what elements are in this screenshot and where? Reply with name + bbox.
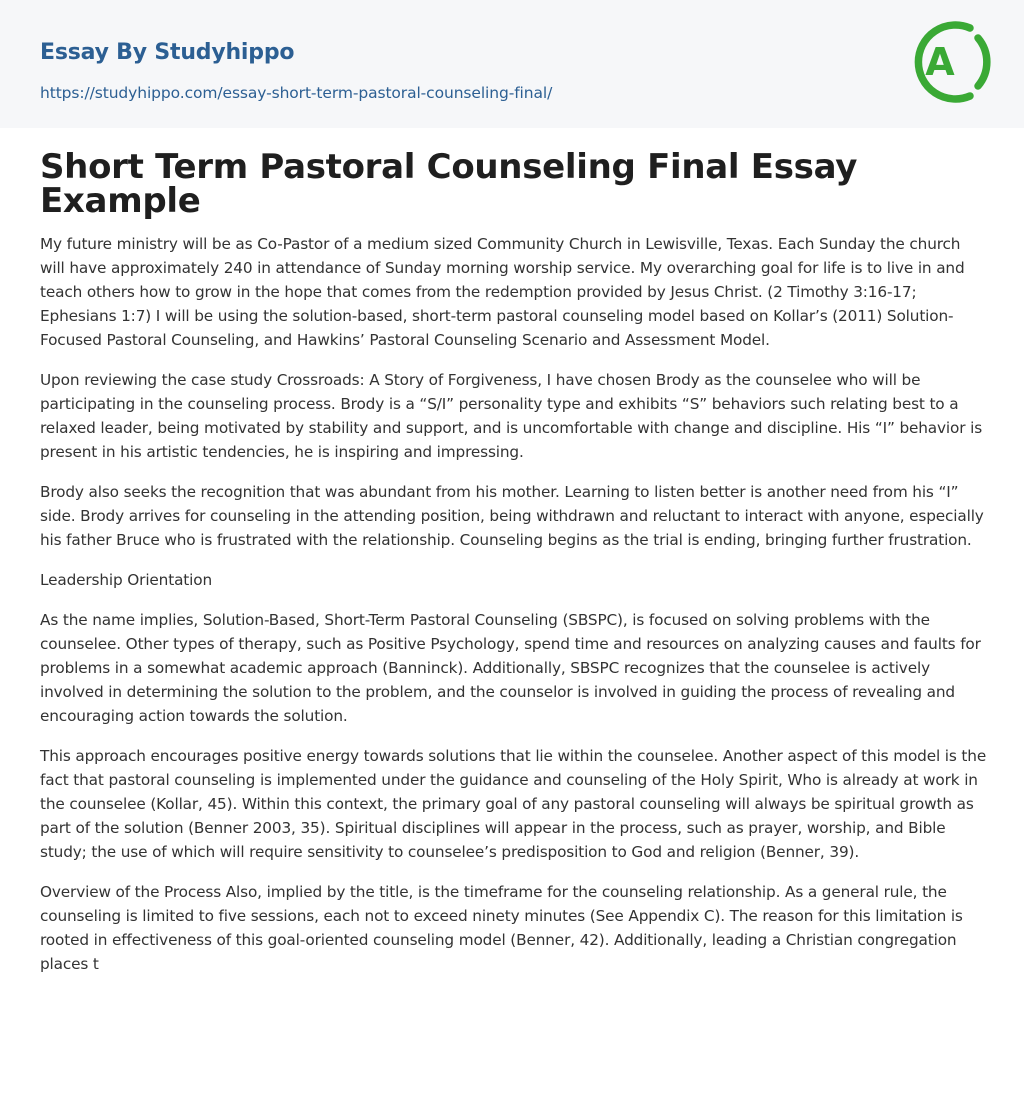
paragraph-4: As the name implies, Solution-Based, Short-Term Pastoral Counseling (SBSPC), is focused on solving problems with the counselee. Other types of therapy, such as Positive Psychology, spend time and resources on analyzing causes and faults for problems in a somewhat academic approach (Banninck). Additionally, SBSPC recognizes that the counselee is actively involved in determining the solution to the problem, and the counselor is involved in guiding the process of revealing and encouraging action towards the solution. xyxy=(40,611,981,725)
studyhippo-logo-icon[interactable] xyxy=(908,18,992,106)
site-header xyxy=(0,0,1024,128)
paragraph-2: Upon reviewing the case study Crossroads: A Story of Forgiveness, I have chosen Brody as the counselee who will be participating in the counseling process. Brody is a “S/I” personality type and exhibits “S” behaviors such relating best to a relaxed leader, being motivated by stability and support, and is uncomfortable with change and discipline. His “I” behavior is present in his artistic tendencies, he is inspiring and impressing. xyxy=(40,371,983,461)
paragraph-1: My future ministry will be as Co-Pastor of a medium sized Community Church in Lewisville, Texas. Each Sunday the church will have approximately 240 in attendance of Sunday morning worship service. My overarching goal for life is to live in and teach others how to grow in the hope that comes from the redemption provided by Jesus Christ. (2 Timothy 3:16-17; Ephesians 1:7) I will be using the solution-based, short-term pastoral counseling model based on Kollar’s (2011) Solution-Focused Pastoral Counseling, and Hawkins’ Pastoral Counseling Scenario and Assessment Model. xyxy=(40,235,965,349)
essay-url-link[interactable]: https://studyhippo.com/essay-short-term-pastoral-counseling-final/ xyxy=(40,84,553,102)
paragraph-5: This approach encourages positive energy towards solutions that lie within the counselee. Another aspect of this model is the fact that pastoral counseling is implemented under the guidance and counseling of the Holy Spirit, Who is already at work in the counselee (Kollar, 45). Within this context, the primary goal of any pastoral counseling will always be spiritual growth as part of the solution (Benner 2003, 35). Spiritual disciplines will appear in the process, such as prayer, worship, and Bible study; the use of which will require sensitivity to counselee’s predisposition to God and religion (Benner, 39). xyxy=(40,747,987,861)
paragraph-6: Overview of the Process Also, implied by the title, is the timeframe for the counseling relationship. As a general rule, the counseling is limited to five sessions, each not to exceed ninety minutes (See Appendix C). The reason for this limitation is rooted in effectiveness of this goal-oriented counseling model (Benner, 42). Additionally, leading a Christian congregation places t xyxy=(40,883,963,973)
paragraph-3: Brody also seeks the recognition that was abundant from his mother. Learning to listen better is another need from his “I” side. Brody arrives for counseling in the attending position, being withdrawn and reluctant to interact with anyone, especially his father Bruce who is frustrated with the relationship. Counseling begins as the trial is ending, bringing further frustration. xyxy=(40,483,984,549)
article xyxy=(40,147,988,992)
page-title: Short Term Pastoral Counseling Final Essay Example xyxy=(40,147,858,221)
brand-title[interactable]: Essay By Studyhippo xyxy=(40,40,295,65)
section-heading-leadership-orientation: Leadership Orientation xyxy=(40,571,212,589)
logo-letter: A xyxy=(925,40,955,84)
